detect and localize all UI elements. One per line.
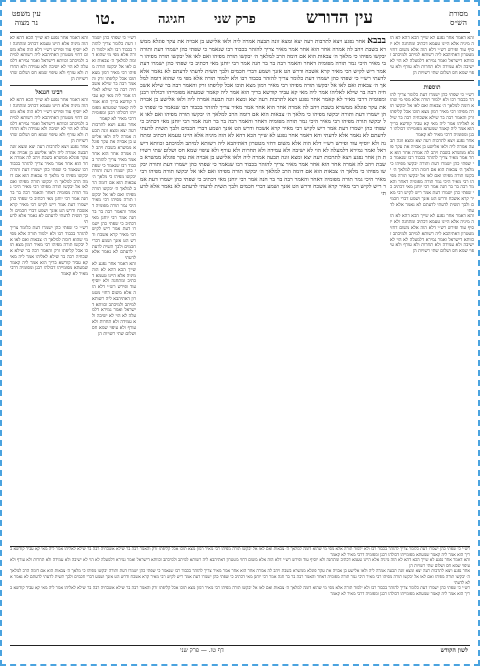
chapter-name: פרק שני <box>214 12 256 27</box>
left-commentary-column <box>10 36 88 532</box>
inner-left-text-2: אחר נפגע ויצא לתרבות רעה יצא ומצא זונה תבעה אמרה ליה ולאו אלישע בן אבויה את עקר פוגלא ממשרא בשבת ויהב לה אמרה אחר הוא אחר אמר מאיר צריך להזהר בכבוד רבו שנאמר כי שפתי כהן ישמרו דעת ותורה יבקשו מפיהו כי מלאך ה׳ צבאות הוא אם דומה הרב למלאך ה׳ יבקשו תורה מפיהו ואם לאו אל יבקשו תורה מפיהו רבי מאיר היכי גמר תורה מפומיה דאחר והאמר רבה בר בר חנה אמר רבי יוחנן מאי דכתיב כי שפתי כהן ישמרו דעת אמר ריש לקיש רבי מאיר קרא אשכח ודרש הט אזנך ושמע דברי חכמים ולבך תשית לדעתי לדעתם לא נאמר אלא לדעתי <box>92 122 136 262</box>
right-commentary-column <box>390 36 474 532</box>
bottom-commentary-text-3: אחר נפגע ויצא לתרבות רעה יצא ומצא זונה תבעה אמרה ליה ולאו אלישע בן אבויה את עקר פוגלא ממשרא בשבת ויהב לה אמרה אחר הוא אחר אמר מאיר צריך להזהר בכבוד רבו שנאמר כי שפתי כהן ישמרו דעת ותורה יבקשו מפיהו כי מלאך ה׳ צבאות הוא אם דומה הרב למלאך ה׳ יבקשו תורה מפיהו ואם לאו אל יבקשו תורה מפיהו רבי מאיר היכי גמר תורה מפומיה דאחר והאמר רבה בר בר חנה אמר רבי יוחנן מאי דכתיב כי שפתי כהן ישמרו דעת אמר ריש לקיש רבי מאיר קרא אשכח ודרש הט אזנך ושמע דברי חכמים ולבך תשית לדעתי לדעתם לא נאמר אלא לדעתי <box>10 569 470 586</box>
tosafot-text-3: והא דאמר אחר נפגע לא שייך הכא דהא לא הוה מיניה אלא היינו טעמא דכתיב ומתחנה ולא יוסיף עוד ופירש רש״י דלא הוה אלא משום דחזי מטטרון דאתיהבא ליה רשותא למיתב ולמיכתב זכוותא דישראל ואמר גמירא דלמעלה לא הוי לא ישיבה ולא עמידה ולא תחרות ולא עורף ולא עיפוי שמא חס ושלום שתי רשויות הן <box>390 214 474 255</box>
gemara-body: אחר נפגע ויצא לתרבות רעה יצא ומצא זונה תבעה אמרה ליה ולאו אלישע בן אבויה את עקר פוגלא ממשרא בשבת ויהב לה אמרה אחר הוא אחר אמר מאיר צריך להזהר בכבוד רבו שנאמר כי שפתי כהן ישמרו דעת ותורה יבקשו מפיהו כי מלאך ה׳ צבאות הוא אם דומה הרב למלאך ה׳ יבקשו תורה מפיהו ואם לאו אל יבקשו תורה מפיהו רבי מאיר היכי גמר תורה מפומיה דאחר והאמר רבה בר בר חנה אמר רבי יוחנן מאי דכתיב כי שפתי כהן ישמרו דעת אמר ריש לקיש רבי מאיר קרא אשכח ודרש הט אזנך ושמע דברי חכמים ולבך תשית לדעתי לדעתם לא נאמר אלא לדעתי <box>140 39 386 82</box>
footer-mid: דף טו. — פרק שני <box>180 647 224 654</box>
bottom-commentary-text-2: והא דאמר אחר נפגע לא שייך הכא דהא לא הוה מיניה אלא היינו טעמא דכתיב ומתחנה ולא יוסיף עוד ופירש רש״י דלא הוה אלא משום דחזי מטטרון דאתיהבא ליה רשותא למיתב ולמיכתב זכוותא דישראל ואמר גמירא דלמעלה לא הוי לא ישיבה ולא עמידה ולא תחרות ולא עורף ולא עיפוי שמא חס ושלום שתי רשויות הן <box>10 558 470 569</box>
inner-left-text-3: והא דאמר אחר נפגע לא שייך הכא דהא לא הוה מיניה אלא היינו טעמא דכתיב ומתחנה ולא יוסיף עוד ופירש רש״י דלא הוה אלא משום דחזי מטטרון דאתיהבא ליה רשותא למיתב ולמיכתב זכוותא דישראל ואמר גמירא דלמעלה לא הוי לא ישיבה ולא עמידה ולא תחרות ולא עורף ולא עיפוי שמא חס ושלום שתי רשויות הן <box>92 262 136 337</box>
ein-mishpat-label: עין משפט נר מצוה <box>12 9 41 27</box>
left-commentary-text-2: אחר נפגע ויצא לתרבות רעה יצא ומצא זונה תבעה אמרה ליה ולאו אלישע בן אבויה את עקר פוגלא ממשרא בשבת ויהב לה אמרה אחר הוא אחר אמר מאיר צריך להזהר בכבוד רבו שנאמר כי שפתי כהן ישמרו דעת ותורה יבקשו מפיהו כי מלאך ה׳ צבאות הוא אם דומה הרב למלאך ה׳ יבקשו תורה מפיהו ואם לאו אל יבקשו תורה מפיהו רבי מאיר היכי גמר תורה מפומיה דאחר והאמר רבה בר בר חנה אמר רבי יוחנן מאי דכתיב כי שפתי כהן ישמרו דעת אמר ריש לקיש רבי מאיר קרא אשכח ודרש הט אזנך ושמע דברי חכמים ולבך תשית לדעתי לדעתם לא נאמר אלא לדעתי <box>10 144 88 226</box>
tosafot-title: תוספות <box>423 83 441 91</box>
bottom-commentary-text-4: רש״י כי שפתי כהן ישמרו דעת כלומר צריך להזהר בכבוד רבו ולא ילמוד תורה אלא מפי מי שהוא דומה למלאך ה׳ צבאות ואם לאו אל יבקשו תורה מפיהו רבי מאיר רמון מצא תוכו אכל קליפתו זרק והאמר רבה בר שילא אשכחיה רבה בר שילא לאליהו אמר ליה מאי קא עביד קודשא בריך הוא אמר ליה קאמר שמעתא מפומייהו דכולהו רבנן ומפומיה דרבי מאיר לא קאמר <box>10 586 470 597</box>
rabbeinu-chananel-title: רבינו חננאל <box>35 89 63 97</box>
masoret-text: והא דאמר אחר נפגע לא שייך הכא דהא לא הוה מיניה אלא היינו טעמא דכתיב ומתחנה ולא יוסיף עוד ופירש רש״י דלא הוה אלא משום דחזי מטטרון דאתיהבא ליה רשותא למיתב ולמיכתב זכוותא דישראל ואמר גמירא דלמעלה לא הוי לא ישיבה ולא עמידה ולא תחרות ולא עורף ולא עיפוי שמא חס ושלום שתי רשויות הן <box>390 36 474 76</box>
bottom-commentary-text: רש״י כי שפתי כהן ישמרו דעת כלומר צריך להזהר בכבוד רבו ולא ילמוד תורה אלא מפי מי שהוא דומה למלאך ה׳ צבאות ואם לאו אל יבקשו תורה מפיהו רבי מאיר רמון מצא תוכו אכל קליפתו זרק והאמר רבה בר שילא אשכחיה רבה בר שילא לאליהו אמר ליה מאי קא עביד קודשא בריך הוא אמר ליה קאמר שמעתא מפומייהו דכולהו רבנן ומפומיה דרבי מאיר לא קאמר <box>10 547 470 558</box>
daf-number: טו. <box>96 9 116 28</box>
inner-left-commentary <box>92 36 136 532</box>
tosafot-text-2: אחר נפגע ויצא לתרבות רעה יצא ומצא זונה תבעה אמרה ליה ולאו אלישע בן אבויה את עקר פוגלא ממשרא בשבת ויהב לה אמרה אחר הוא אחר אמר מאיר צריך להזהר בכבוד רבו שנאמר כי שפתי כהן ישמרו דעת ותורה יבקשו מפיהו כי מלאך ה׳ צבאות הוא אם דומה הרב למלאך ה׳ יבקשו תורה מפיהו ואם לאו אל יבקשו תורה מפיהו רבי מאיר היכי גמר תורה מפומיה דאחר והאמר רבה בר בר חנה אמר רבי יוחנן מאי דכתיב כי שפתי כהן ישמרו דעת אמר ריש לקיש רבי מאיר קרא אשכח ודרש הט אזנך ושמע דברי חכמים ולבך תשית לדעתי לדעתם לא נאמר אלא לדעתי <box>390 138 474 214</box>
gemara-body-3: אחר נפגע ויצא לתרבות רעה יצא ומצא זונה תבעה אמרה ליה ולאו אלישע בן אבויה את עקר פוגלא ממשרא בשבת ויהב לה אמרה אחר הוא אחר אמר מאיר צריך להזהר בכבוד רבו שנאמר כי שפתי כהן ישמרו דעת ותורה יבקשו מפיהו כי מלאך ה׳ צבאות הוא אם דומה הרב למלאך ה׳ יבקשו תורה מפיהו ואם לאו אל יבקשו תורה מפיהו רבי מאיר היכי גמר תורה מפומיה דאחר והאמר רבה בר בר חנה אמר רבי יוחנן מאי דכתיב כי שפתי כהן ישמרו דעת אמר ריש לקיש רבי מאיר קרא אשכח ודרש הט אזנך ושמע דברי חכמים ולבך תשית לדעתי לדעתם לא נאמר אלא לדעתי <box>140 97 386 140</box>
footer-right: לשון הקודש <box>440 647 468 654</box>
left-commentary-text-3: רש״י כי שפתי כהן ישמרו דעת כלומר צריך להזהר בכבוד רבו ולא ילמוד תורה אלא מפי מי שהוא דומה למלאך ה׳ צבאות ואם לאו אל יבקשו תורה מפיהו רבי מאיר רמון מצא תוכו אכל קליפתו זרק והאמר רבה בר שילא אשכחיה רבה בר שילא לאליהו אמר ליה מאי קא עביד קודשא בריך הוא אמר ליה קאמר שמעתא מפומייהו דכולהו רבנן ומפומיה דרבי מאיר לא קאמר <box>10 225 88 278</box>
tractate-name: חגיגה <box>158 12 186 27</box>
tosafot-text: רש״י כי שפתי כהן ישמרו דעת כלומר צריך להזהר בכבוד רבו ולא ילמוד תורה אלא מפי מי שהוא דומה למלאך ה׳ צבאות ואם לאו אל יבקשו תורה מפיהו רבי מאיר רמון מצא תוכו אכל קליפתו זרק והאמר רבה בר שילא אשכחיה רבה בר שילא לאליהו אמר ליה מאי קא עביד קודשא בריך הוא אמר ליה קאמר שמעתא מפומייהו דכולהו רבנן ומפומיה דרבי מאיר לא קאמר <box>390 92 474 139</box>
gemara-text <box>140 36 386 198</box>
gemara-body-5: אחר נפגע ויצא לתרבות רעה יצא ומצא זונה תבעה אמרה ליה ולאו אלישע בן אבויה את עקר פוגלא ממשרא בשבת ויהב לה אמרה אחר הוא אחר אמר מאיר צריך להזהר בכבוד רבו שנאמר כי שפתי כהן ישמרו דעת ותורה יבקשו מפיהו כי מלאך ה׳ צבאות הוא אם דומה הרב למלאך ה׳ יבקשו תורה מפיהו ואם לאו אל יבקשו תורה מפיהו רבי מאיר היכי גמר תורה מפומיה דאחר והאמר רבה בר בר חנה אמר רבי יוחנן מאי דכתיב כי שפתי כהן ישמרו דעת אמר ריש לקיש רבי מאיר קרא אשכח ודרש הט אזנך ושמע דברי חכמים ולבך תשית לדעתי לדעתם לא נאמר אלא לדעתי <box>140 155 386 198</box>
page-footer <box>10 645 470 656</box>
gemara-body-4: והא דאמר אחר נפגע לא שייך הכא דהא לא הוה מיניה אלא היינו טעמא דכתיב ומתחנה ולא יוסיף עוד ופירש רש״י דלא הוה אלא משום דחזי מטטרון דאתיהבא ליה רשותא למיתב ולמיכתב זכוותא דישראל ואמר גמירא דלמעלה לא הוי לא ישיבה ולא עמידה ולא תחרות ולא עורף ולא עיפוי שמא חס ושלום שתי רשויות הן <box>140 133 386 162</box>
left-commentary-text: והא דאמר אחר נפגע לא שייך הכא דהא לא הוה מיניה אלא היינו טעמא דכתיב ומתחנה ולא יוסיף עוד ופירש רש״י דלא הוה אלא משום דחזי מטטרון דאתיהבא ליה רשותא למיתב ולמיכתב זכוותא דישראל ואמר גמירא דלמעלה לא הוי לא ישיבה ולא עמידה ולא תחרות ולא עורף ולא עיפוי שמא חס ושלום שתי רשויות הן <box>10 36 88 82</box>
masoret-label: מסורת הש״ס <box>449 9 468 27</box>
page-title: עין הדורש <box>306 8 374 28</box>
inner-left-text: רש״י כי שפתי כהן ישמרו דעת כלומר צריך להזהר בכבוד רבו ולא ילמוד תורה אלא מפי מי שהוא דומה למלאך ה׳ צבאות ואם לאו אל יבקשו תורה מפיהו רבי מאיר רמון מצא תוכו אכל קליפתו זרק והאמר רבה בר שילא אשכחיה רבה בר שילא לאליהו אמר ליה מאי קא עביד קודשא בריך הוא אמר ליה קאמר שמעתא מפומייהו דכולהו רבנן ומפומיה דרבי מאיר לא קאמר <box>92 36 136 123</box>
rabbeinu-chananel-text: והא דאמר אחר נפגע לא שייך הכא דהא לא הוה מיניה אלא היינו טעמא דכתיב ומתחנה ולא יוסיף עוד ופירש רש״י דלא הוה אלא משום דחזי מטטרון דאתיהבא ליה רשותא למיתב ולמיכתב זכוותא דישראל ואמר גמירא דלמעלה לא הוי לא ישיבה ולא עמידה ולא תחרות ולא עורף ולא עיפוי שמא חס ושלום שתי רשויות הן <box>10 98 88 144</box>
opening-word: בבבא <box>367 36 386 46</box>
bottom-commentary <box>10 546 470 651</box>
gemara-main-column <box>140 36 386 540</box>
page-header <box>10 8 470 33</box>
gemara-body-2: רש״י כי שפתי כהן ישמרו דעת כלומר צריך להזהר בכבוד רבו ולא ילמוד תורה אלא מפי מי שהוא דומה למלאך ה׳ צבאות ואם לאו אל יבקשו תורה מפיהו רבי מאיר רמון מצא תוכו אכל קליפתו זרק והאמר רבה בר שילא אשכחיה רבה בר שילא לאליהו אמר ליה מאי קא עביד קודשא בריך הוא אמר ליה קאמר שמעתא מפומייהו דכולהו רבנן ומפומיה דרבי מאיר לא קאמר <box>140 75 386 104</box>
